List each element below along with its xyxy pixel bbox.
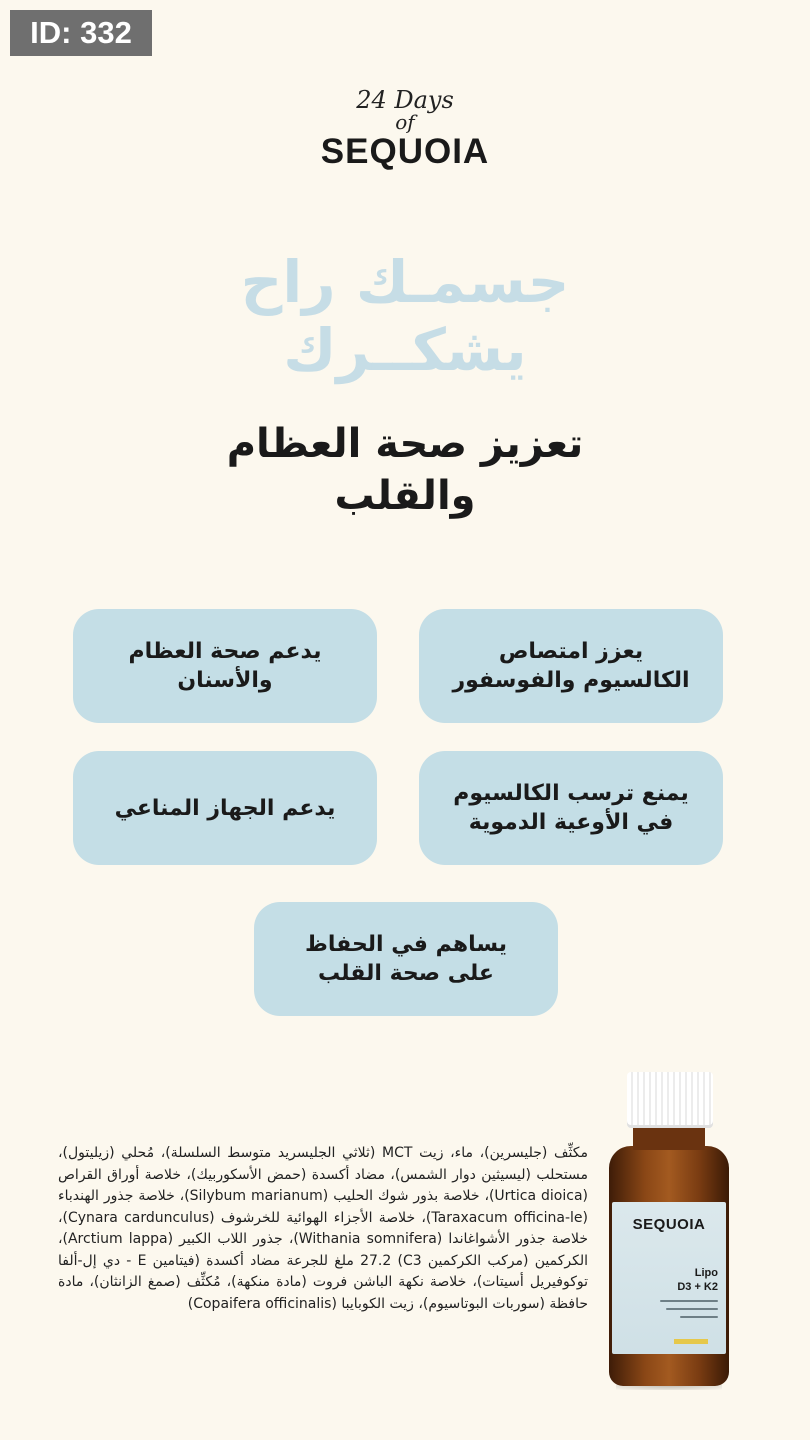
slogan-line-2: يشكــرك [283,316,527,384]
benefit-line: والأسنان [177,668,273,693]
bottle-cap [627,1072,713,1128]
benefit-line: يدعم الجهاز المناعي [114,795,336,821]
label-name-line: Lipo [694,1267,718,1279]
label-text-line [660,1300,718,1302]
benefit-bone-teeth [73,609,377,723]
slogan-line-1: جسمـك راح [240,248,570,316]
label-accent-mark [674,1339,708,1344]
label-text-line [680,1316,718,1318]
label-brand: SEQUOIA [632,1216,706,1233]
logo-brand-text: SEQUOIA [320,132,490,171]
page-heading [105,418,705,522]
logo-days-text: 24 Days [356,86,454,114]
id-badge: ID: 332 [10,10,152,56]
label-product-name [677,1266,718,1294]
benefit-line: يساهم في الحفاظ [305,932,507,957]
benefit-immune-system [73,751,377,865]
benefit-vascular-calcium [419,751,723,865]
label-variant-line: D3 + K2 [677,1281,718,1293]
logo-of-text: of [395,110,415,134]
heading-line-1: تعزيز صحة العظام [226,421,584,467]
benefit-line: يمنع ترسب الكالسيوم [453,781,689,806]
ingredients-text: مكثِّف (جليسرين)، ماء، زيت MCT (ثلاثي الجليسريد متوسط السلسلة)، مُحلي (زيليتول)، مستحلب (ليسيثين دوار الشمس)، مضاد أكسدة (حمض الأسكوربيك)، خلاصة أوراق القراص (Urtica dioica)، خلاصة بذور شوك الحليب (Silybum marianum)، خلاصة جذور الهندباء (Taraxacum officina-le)، خلاصة الأجزاء الهوائية للخرشوف (Cynara cardunculus)، خلاصة جذور الأشواغاندا (Withania somnifera)، جذور اللاب الكبير (Arctium lappa)، الكركمين (مركب الكركمين C3) 27.2 ملغ للجرعة مضاد أكسدة (فيتامين E - دي إل-ألفا توكوفيريل أسيتات)، خلاصة نكهة الباشن فروت (مادة منكهة)، مُكثِّف (صمغ الزانثان)، مادة حافظة (سوربات البوتاسيوم)، زيت الكوبايبا (Copaifera officinalis) [58,1145,589,1312]
benefit-calcium-absorption [419,609,723,723]
benefit-line: في الأوعية الدموية [468,810,674,835]
benefit-line: على صحة القلب [318,961,494,986]
slogan [105,248,705,384]
label-text-line [666,1308,718,1310]
brand-logo [300,86,510,172]
heading-line-2: والقلب [334,473,476,519]
product-bottle-image [606,1072,731,1392]
bottle-neck [633,1128,705,1150]
benefit-line: يعزز امتصاص [498,639,644,664]
benefit-line: الكالسيوم والفوسفور [452,668,690,693]
benefit-heart-health [254,902,558,1016]
bottle-label [612,1202,726,1354]
benefit-line: يدعم صحة العظام [128,639,322,664]
